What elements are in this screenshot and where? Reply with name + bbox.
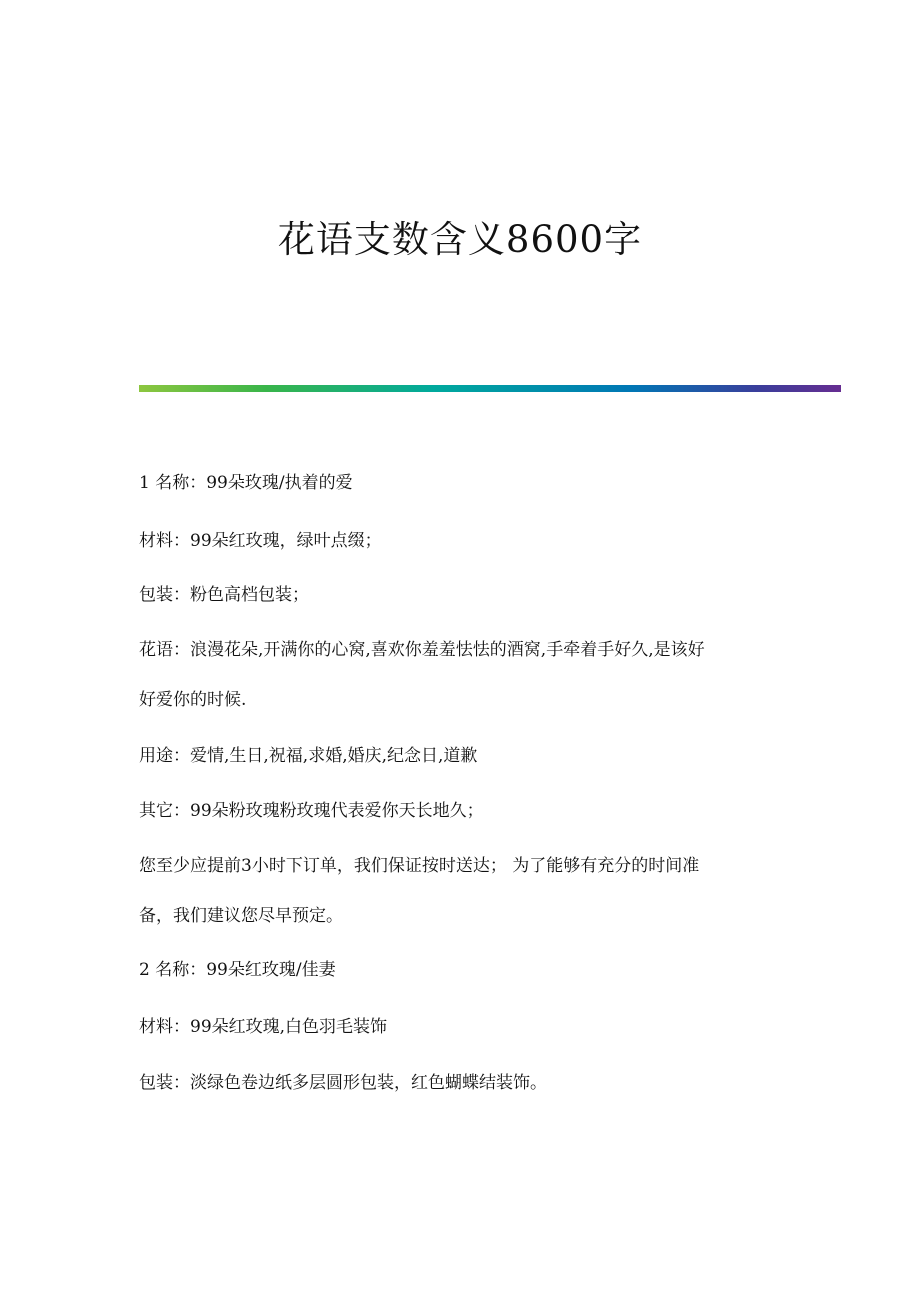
text-line: 包装：粉色高档包装； bbox=[139, 585, 309, 605]
text-line: 包装：淡绿色卷边纸多层圆形包装，红色蝴蝶结装饰。 bbox=[139, 1073, 547, 1093]
text-line: 2 名称：99朵红玫瑰/佳妻 bbox=[139, 960, 336, 980]
text-line: 其它：99朵粉玫瑰粉玫瑰代表爱你天长地久； bbox=[139, 801, 484, 821]
gradient-divider bbox=[139, 385, 841, 392]
text-line: 您至少应提前3小时下订单，我们保证按时送达； 为了能够有充分的时间准 bbox=[139, 856, 700, 876]
text-line: 1 名称：99朵玫瑰/执着的爱 bbox=[139, 473, 353, 493]
text-line: 备，我们建议您尽早预定。 bbox=[139, 906, 343, 926]
page-title: 花语支数含义8600字 bbox=[277, 218, 643, 261]
text-line: 材料：99朵红玫瑰，绿叶点缀； bbox=[139, 531, 382, 551]
text-line: 花语：浪漫花朵,开满你的心窝,喜欢你羞羞怯怯的酒窝,手牵着手好久,是该好 bbox=[139, 640, 705, 660]
text-line: 用途：爱情,生日,祝福,求婚,婚庆,纪念日,道歉 bbox=[139, 746, 478, 766]
text-line: 好爱你的时候. bbox=[139, 690, 247, 710]
text-line: 材料：99朵红玫瑰,白色羽毛装饰 bbox=[139, 1017, 388, 1037]
